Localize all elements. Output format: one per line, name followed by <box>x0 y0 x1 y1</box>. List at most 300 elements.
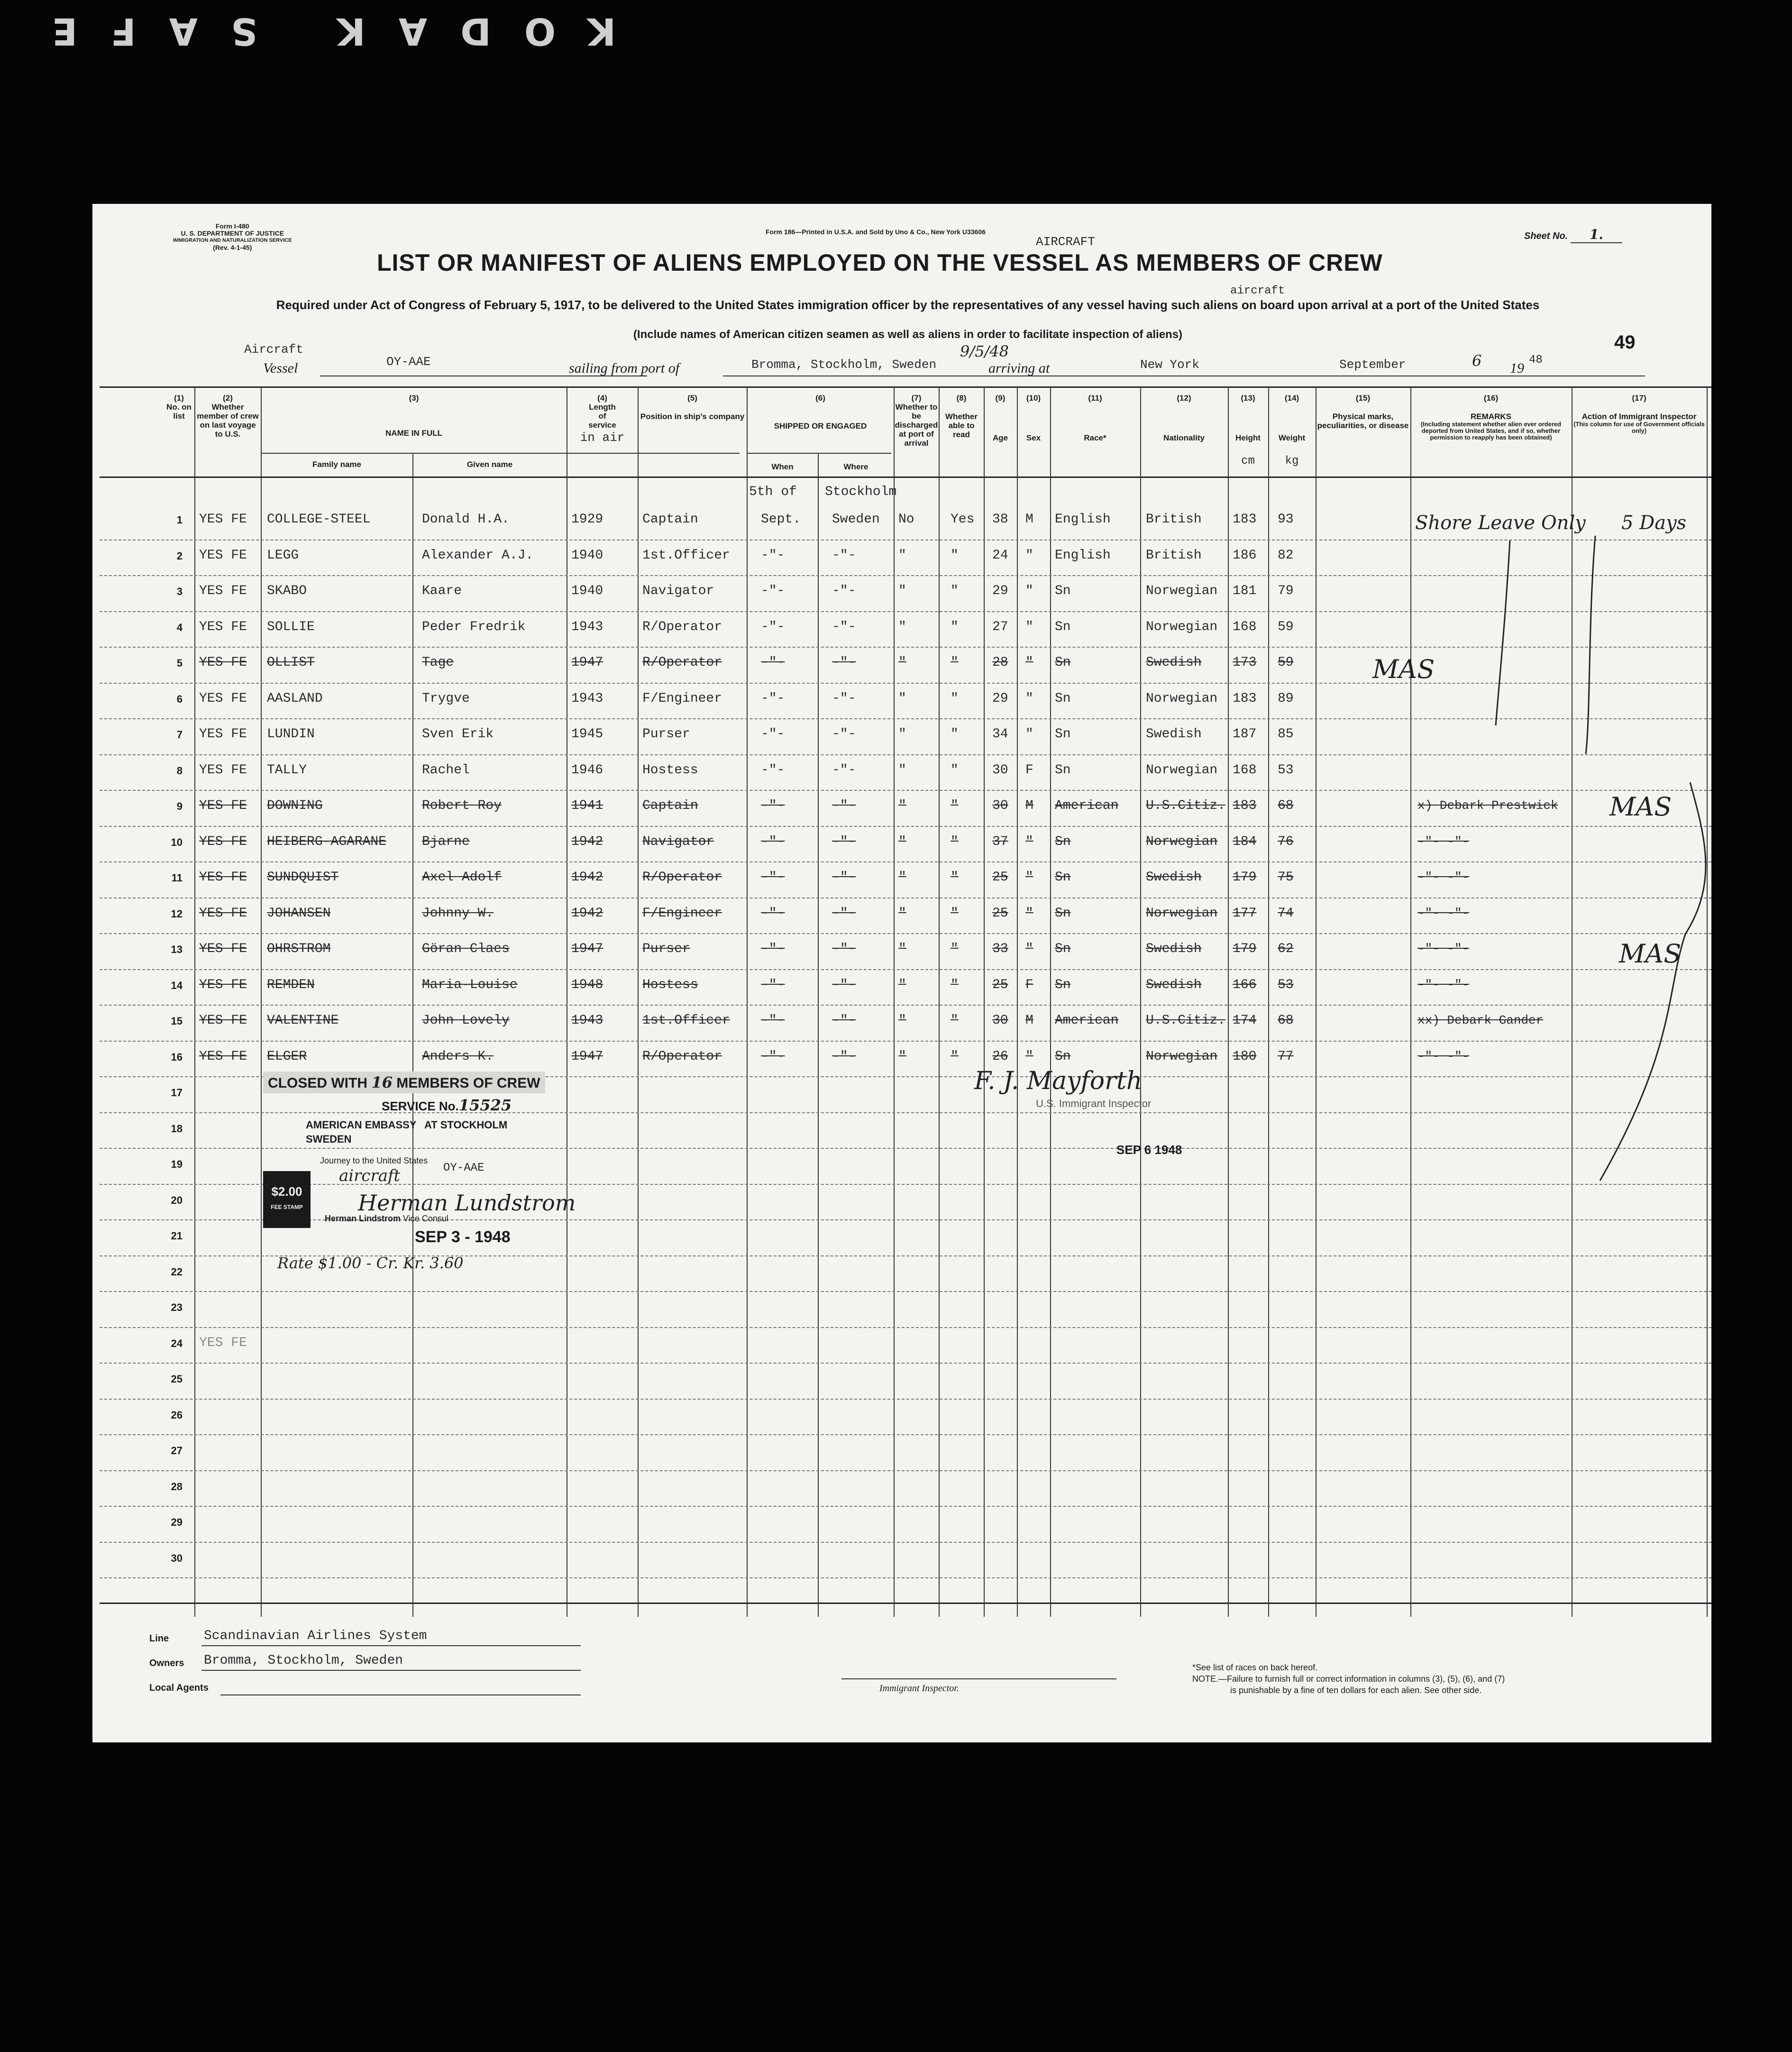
cell-remarks: -"- -"- <box>1417 906 1470 920</box>
cell-nationality: U.S.Citiz. <box>1146 798 1226 813</box>
cell-height: 173 <box>1233 655 1257 670</box>
cell-discharged: " <box>898 691 906 706</box>
cell-weight: 89 <box>1278 691 1294 706</box>
cell-service: 1947 <box>571 1049 603 1064</box>
sheet-no: 1. <box>1571 227 1622 243</box>
col6b-header: Where <box>843 462 869 471</box>
fee-amount: $2.00 <box>271 1184 302 1199</box>
footer-agents-label: Local Agents <box>149 1683 209 1693</box>
cell-read: Yes <box>951 512 975 527</box>
cell-family: LEGG <box>267 548 299 563</box>
embassy-line: AMERICAN EMBASSY <box>306 1119 417 1131</box>
cell-weight: 79 <box>1278 584 1294 598</box>
inspector-title: U.S. Immigrant Inspector <box>1036 1098 1152 1109</box>
cell-weight: 77 <box>1278 1049 1294 1064</box>
form-number: Form I-480 <box>215 222 249 230</box>
row-rule <box>100 1506 1711 1507</box>
cell-nationality: Norwegian <box>1146 906 1218 921</box>
cell-remarks: -"- -"- <box>1417 870 1470 884</box>
fee-stamp <box>263 1171 311 1228</box>
cell-height: 177 <box>1233 906 1257 921</box>
cell-service: 1941 <box>571 798 603 813</box>
arrival-day: 6 <box>1472 352 1482 370</box>
cell-sex: " <box>1025 1049 1033 1064</box>
cell-sex: " <box>1025 655 1033 670</box>
row-number: 2 <box>176 550 183 562</box>
col7-header: (7) Whether to be discharged at port of arrival <box>895 394 938 448</box>
cell-discharged: " <box>898 977 906 992</box>
cell-where: -"- <box>832 1049 856 1064</box>
sailing-label: sailing from port of <box>569 360 680 376</box>
cell-read: " <box>951 798 959 813</box>
cell-read: " <box>951 584 959 598</box>
cell-service: 1945 <box>571 727 603 742</box>
cell-race: Sn <box>1055 762 1071 778</box>
table-header-border <box>100 476 1711 478</box>
col3-header: (3) NAME IN FULL <box>385 394 442 438</box>
row-rule <box>100 1577 1711 1578</box>
cell-when: -"- <box>761 548 785 563</box>
service-no: SERVICE No.15525 <box>382 1096 512 1114</box>
cell-discharged: " <box>898 727 906 742</box>
cell-position: R/Operator <box>642 1049 722 1064</box>
row-number: 15 <box>171 1015 183 1027</box>
cell-last: YES FE <box>199 762 247 778</box>
cell-read: " <box>951 691 959 706</box>
film-edge <box>0 0 1792 71</box>
cell-height: 179 <box>1233 942 1257 956</box>
cell-where: Sweden <box>832 512 880 527</box>
row-number: 26 <box>171 1409 183 1421</box>
cell-where: -"- <box>832 1013 856 1028</box>
cell-remarks: -"- -"- <box>1417 834 1470 849</box>
cell-when: -"- <box>761 870 785 885</box>
col15-header: (15) Physical marks, peculiarities, or disease <box>1317 394 1409 430</box>
cell-age: 29 <box>992 584 1008 598</box>
row-number: 20 <box>171 1194 183 1206</box>
cell-weight: 59 <box>1278 655 1294 670</box>
cell-when: -"- <box>761 1013 785 1028</box>
cell-when: -"- <box>761 584 785 598</box>
cell-service: 1942 <box>571 906 603 921</box>
cell-height: 183 <box>1233 798 1257 813</box>
cell-race: English <box>1055 512 1111 527</box>
cell-position: Captain <box>642 512 698 527</box>
stockholm-line: AT STOCKHOLM <box>424 1119 508 1131</box>
cell-nationality: British <box>1146 548 1202 563</box>
cell-service: 1947 <box>571 655 603 670</box>
col6a-header: When <box>771 462 794 471</box>
cell-height: 168 <box>1233 619 1257 634</box>
subtitle-insert: aircraft <box>1230 284 1285 297</box>
col5-header: (5) Position in ship's company <box>640 394 745 421</box>
cell-family: SKABO <box>267 584 307 598</box>
cell-age: 27 <box>992 619 1008 634</box>
footer-inspector-label: Immigrant Inspector. <box>879 1683 959 1694</box>
cell-weight: 74 <box>1278 906 1294 921</box>
sheet-number <box>1524 227 1622 242</box>
cell-last: YES FE <box>199 619 247 634</box>
inspector-signature: F. J. Mayforth <box>974 1067 1143 1095</box>
cell-when: -"- <box>761 619 785 634</box>
row-rule <box>100 1399 1711 1400</box>
cell-read: " <box>951 834 959 849</box>
cell-race: Sn <box>1055 1049 1071 1064</box>
cell-nationality: Norwegian <box>1146 619 1218 634</box>
sweden-line: SWEDEN <box>306 1133 352 1145</box>
cell-sex: M <box>1025 1013 1033 1028</box>
consul-print: Herman Lindstrom Vice Consul <box>325 1214 448 1223</box>
row-number: 6 <box>176 693 183 705</box>
cell-sex: M <box>1025 798 1033 813</box>
cell-service: 1943 <box>571 691 603 706</box>
cell-nationality: Swedish <box>1146 870 1202 885</box>
cell-family: REMDEN <box>267 977 315 992</box>
row-number: 1 <box>176 514 183 526</box>
table-top-border <box>100 386 1711 388</box>
row-number: 7 <box>176 729 183 741</box>
cell-read: " <box>951 906 959 921</box>
subtitle: Required under Act of Congress of February 5, 1917, to be delivered to the United States immigration officer by the representatives of any vessel having such aliens on board upon arrival at a port of the United States <box>276 298 1540 312</box>
inspector-initials: MAS <box>1372 654 1435 684</box>
cell-read: " <box>951 870 959 885</box>
manifest-sheet <box>92 204 1711 1742</box>
cell-given: Maria-Louise <box>422 977 518 992</box>
cell-weight: 68 <box>1278 798 1294 813</box>
cell-given: Axel Adolf <box>422 870 502 885</box>
cell-discharged: " <box>898 870 906 885</box>
cell-nationality: Norwegian <box>1146 834 1218 849</box>
cell-discharged: " <box>898 619 906 634</box>
date-hand: 9/5/48 <box>960 342 1009 360</box>
cell-last: YES FE <box>199 977 247 992</box>
col1-header: (1) No. on list <box>166 394 192 421</box>
row-number: 12 <box>171 907 183 920</box>
cell-family: SUNDQUIST <box>267 870 339 885</box>
cell-position: R/Operator <box>642 619 722 634</box>
cell-weight: 76 <box>1278 834 1294 849</box>
aircraft-label: Aircraft <box>244 342 303 357</box>
cell-when: -"- <box>761 727 785 742</box>
cell-given: Rachel <box>422 762 470 778</box>
cell-weight: 53 <box>1278 977 1294 992</box>
col14-header: (14) Weight kg <box>1278 394 1306 467</box>
cell-age: 38 <box>992 512 1008 527</box>
cell-age: 28 <box>992 655 1008 670</box>
cell-position: F/Engineer <box>642 906 722 921</box>
cell-family: ELGER <box>267 1049 307 1064</box>
cell-read: " <box>951 1013 959 1028</box>
cell-where: -"- <box>832 762 856 778</box>
cell-last: YES FE <box>199 584 247 598</box>
row-number: 3 <box>176 586 183 597</box>
arrival-year: 48 <box>1529 354 1543 366</box>
stamp-date: SEP 3 - 1948 <box>415 1228 511 1246</box>
cell-service: 1943 <box>571 1013 603 1028</box>
cell-weight: 82 <box>1278 548 1294 563</box>
cell-read: " <box>951 655 959 670</box>
vessel-label: Vessel <box>263 360 298 376</box>
printer-line: Form 186—Printed in U.S.A. and Sold by Uno & Co., New York U33606 <box>766 228 986 236</box>
cell-height: 168 <box>1233 762 1257 778</box>
cell-height: 183 <box>1233 691 1257 706</box>
cell-service: 1940 <box>571 548 603 563</box>
cell-where: -"- <box>832 834 856 849</box>
cell-race: Sn <box>1055 942 1071 956</box>
cell-race: English <box>1055 548 1111 563</box>
title-insert: AIRCRAFT <box>1036 235 1095 249</box>
cell-nationality: U.S.Citiz. <box>1146 1013 1226 1028</box>
row-number: 4 <box>176 621 183 633</box>
cell-weight: 75 <box>1278 870 1294 885</box>
cell-position: 1st.Officer <box>642 548 730 563</box>
cell-age: 26 <box>992 1049 1008 1064</box>
cell-given: Trygve <box>422 691 470 706</box>
cell-when: -"- <box>761 762 785 778</box>
consular-stamp <box>263 1072 604 1247</box>
cell-nationality: Swedish <box>1146 655 1202 670</box>
cell-height: 179 <box>1233 870 1257 885</box>
form-service: IMMIGRATION AND NATURALIZATION SERVICE <box>173 238 292 243</box>
form-dept: U. S. DEPARTMENT OF JUSTICE <box>181 229 284 237</box>
cell-nationality: Norwegian <box>1146 584 1218 598</box>
cell-family: OLLIST <box>267 655 315 670</box>
cell-last: YES FE <box>199 942 247 956</box>
row-rule <box>100 1363 1711 1364</box>
cell-position: Hostess <box>642 977 698 992</box>
inspector-rule <box>841 1678 1116 1679</box>
sheet-label: Sheet No. <box>1524 231 1568 241</box>
cell-where: -"- <box>832 906 856 921</box>
cell-family: AASLAND <box>267 691 323 706</box>
row-number: 24 <box>171 1337 183 1349</box>
cell-remarks: -"- -"- <box>1417 977 1470 992</box>
row-rule <box>100 1434 1711 1435</box>
sub-header-rule <box>261 453 740 454</box>
cell-discharged: " <box>898 1013 906 1028</box>
cell-family: HEIBERG-AGARANE <box>267 834 387 849</box>
cell-read: " <box>951 548 959 563</box>
cell-given: Robert Roy <box>422 798 502 813</box>
footer-line-rule <box>201 1645 581 1646</box>
row-number: 9 <box>176 800 183 812</box>
cell-nationality: Norwegian <box>1146 691 1218 706</box>
cell-age: 25 <box>992 870 1008 885</box>
cell-height: 187 <box>1233 727 1257 742</box>
cell-position: Purser <box>642 942 690 956</box>
table-bottom-border <box>100 1603 1711 1604</box>
cell-sex: " <box>1025 691 1033 706</box>
year-prefix: 19 <box>1510 360 1524 376</box>
journey-line: Journey to the United States <box>320 1156 428 1165</box>
footer-owners-value: Bromma, Stockholm, Sweden <box>204 1653 403 1668</box>
consul-signature: Herman Lundstrom <box>358 1190 576 1216</box>
sub-header-rule-6 <box>747 453 891 454</box>
cell-age: 25 <box>992 977 1008 992</box>
row-number: 14 <box>171 979 183 991</box>
fee-label: FEE STAMP <box>271 1204 303 1210</box>
cell-discharged: " <box>898 906 906 921</box>
cell-race: Sn <box>1055 977 1071 992</box>
cell-given: Sven Erik <box>422 727 494 742</box>
row-number: 13 <box>171 944 183 955</box>
cell-service: 1946 <box>571 762 603 778</box>
row-number: 8 <box>176 764 183 777</box>
row-number: 16 <box>171 1051 183 1063</box>
col16-header: (16) REMARKS (Including statement whether alien ever ordered deported from United States, and if so, whether permission to reapply has been obtained) <box>1420 394 1562 441</box>
cell-when: -"- <box>761 906 785 921</box>
form-header-left <box>173 223 292 251</box>
cell-last: YES FE <box>199 798 247 813</box>
row-number: 22 <box>171 1265 183 1278</box>
cell-family: DOWNING <box>267 798 323 813</box>
arriving-port: New York <box>1140 357 1199 372</box>
cell-service: 1942 <box>571 834 603 849</box>
cell-height: 180 <box>1233 1049 1257 1064</box>
cell-where: -"- <box>832 655 856 670</box>
cell-when: -"- <box>761 691 785 706</box>
cell-last: YES FE <box>199 727 247 742</box>
cell-sex: " <box>1025 548 1033 563</box>
cell-remarks: -"- -"- <box>1417 942 1470 956</box>
cell-read: " <box>951 942 959 956</box>
row-number: 17 <box>171 1087 183 1099</box>
cell-weight: 59 <box>1278 619 1294 634</box>
cell-discharged: " <box>898 1049 906 1064</box>
cell-family: TALLY <box>267 762 307 778</box>
cell-where: -"- <box>832 619 856 634</box>
cell-nationality: British <box>1146 512 1202 527</box>
footer-line-value: Scandinavian Airlines System <box>204 1629 427 1643</box>
cell-age: 33 <box>992 942 1008 956</box>
cell-when: -"- <box>761 942 785 956</box>
cell-when: -"- <box>761 655 785 670</box>
cell-position: F/Engineer <box>642 691 722 706</box>
row-rule <box>100 1327 1711 1328</box>
cell-race: American <box>1055 798 1119 813</box>
shore-leave-note: Shore Leave Only <box>1415 512 1586 534</box>
cell-service: 1940 <box>571 584 603 598</box>
cell-service: 1942 <box>571 870 603 885</box>
cell-race: Sn <box>1055 727 1071 742</box>
cell-given: Anders K. <box>422 1049 494 1064</box>
col4-header: (4) Length of service in air <box>580 394 625 445</box>
row-number: 28 <box>171 1480 183 1493</box>
cell-discharged: " <box>898 762 906 778</box>
cell-sex: " <box>1025 834 1033 849</box>
cell-where: -"- <box>832 548 856 563</box>
page-number: 49 <box>1614 332 1636 353</box>
cell-weight: 85 <box>1278 727 1294 742</box>
cell-sex: F <box>1025 762 1033 778</box>
row-number: 5 <box>176 657 183 669</box>
hand-bracket-lines <box>1467 526 1714 1247</box>
cell-when: -"- <box>761 834 785 849</box>
row-number: 21 <box>171 1230 183 1242</box>
cell-read: " <box>951 762 959 778</box>
arriving-label: arriving at <box>988 360 1050 376</box>
include-note: (Include names of American citizen seamen as well as aliens in order to facilitate inspection of aliens) <box>633 328 1183 341</box>
journey-aircraft: aircraft <box>339 1166 401 1185</box>
col13-header: (13) Height cm <box>1235 394 1261 467</box>
arrival-month: September <box>1339 357 1406 372</box>
cell-nationality: Swedish <box>1146 727 1202 742</box>
row-number: 19 <box>171 1158 183 1170</box>
cell-given: Johnny W. <box>422 906 494 921</box>
col2-header: (2) Whether member of crew on last voyage to U.S. <box>197 394 259 439</box>
cell-nationality: Swedish <box>1146 977 1202 992</box>
col17-header: (17) Action of Immigrant Inspector (This column for use of Government officials only) <box>1573 394 1705 434</box>
cell-service: 1947 <box>571 942 603 956</box>
cell-given: Kaare <box>422 584 462 598</box>
footer-owners-label: Owners <box>149 1658 184 1668</box>
cell-remarks: x) Debark Prestwick <box>1417 798 1558 813</box>
cell-race: Sn <box>1055 655 1071 670</box>
col8-header: (8) Whether able to read <box>945 394 978 439</box>
cell-nationality: Norwegian <box>1146 1049 1218 1064</box>
row-rule <box>100 1542 1711 1543</box>
cell-age: 25 <box>992 906 1008 921</box>
cell-family: COLLEGE-STEEL <box>267 512 371 527</box>
cell-when: -"- <box>761 798 785 813</box>
cell-sex: " <box>1025 584 1033 598</box>
cell-last: YES FE <box>199 1335 247 1350</box>
cell-discharged: " <box>898 798 906 813</box>
cell-where: -"- <box>832 977 856 992</box>
cell-race: American <box>1055 1013 1119 1028</box>
col11-header: (11) Race* <box>1084 394 1106 442</box>
cell-service: 1929 <box>571 512 603 527</box>
row-rule <box>100 1291 1711 1292</box>
rate-note: Rate $1.00 - Cr. Kr. 3.60 <box>277 1254 464 1272</box>
col3b-header: Given name <box>466 460 513 469</box>
cell-read: " <box>951 1049 959 1064</box>
row-number: 18 <box>171 1122 183 1135</box>
row-rule <box>100 1470 1711 1471</box>
footer-owners-rule <box>201 1670 581 1671</box>
journey-aircraft-id: OY-AAE <box>443 1162 485 1174</box>
closed-line: CLOSED WITH 16 MEMBERS OF CREW <box>263 1072 545 1093</box>
cell-sex: M <box>1025 512 1033 527</box>
bracket-line <box>1600 782 1706 1181</box>
cell-given: Donald H.A. <box>422 512 510 527</box>
cell-given: Bjarne <box>422 834 470 849</box>
cell-where: -"- <box>832 798 856 813</box>
cell-position: 1st.Officer <box>642 1013 730 1028</box>
cell-race: Sn <box>1055 691 1071 706</box>
cell-family: OHRSTROM <box>267 942 331 956</box>
cell-age: 30 <box>992 762 1008 778</box>
footer-line-label: Line <box>149 1633 169 1644</box>
col10-header: (10) Sex <box>1026 394 1041 442</box>
cell-race: Sn <box>1055 619 1071 634</box>
cell-race: Sn <box>1055 870 1071 885</box>
cell-sex: " <box>1025 727 1033 742</box>
cell-where: -"- <box>832 727 856 742</box>
cell-family: VALENTINE <box>267 1013 339 1028</box>
cell-last: YES FE <box>199 870 247 885</box>
cell-position: Navigator <box>642 584 714 598</box>
footer-notes: *See list of races on back hereof. NOTE.—Failure to furnish full or correct information in columns (3), (5), (6), and (7) is punishable by a fine of ten dollars for each alien. See other side. <box>1192 1663 1505 1695</box>
col12-header: (12) Nationality <box>1163 394 1205 442</box>
cell-nationality: Norwegian <box>1146 762 1218 778</box>
cell-service: 1948 <box>571 977 603 992</box>
cell-read: " <box>951 619 959 634</box>
form-rev: (Rev. 4-1-45) <box>213 244 252 251</box>
bracket-line <box>1496 540 1510 725</box>
cell-given: Alexander A.J. <box>422 548 534 563</box>
cell-height: 174 <box>1233 1013 1257 1028</box>
